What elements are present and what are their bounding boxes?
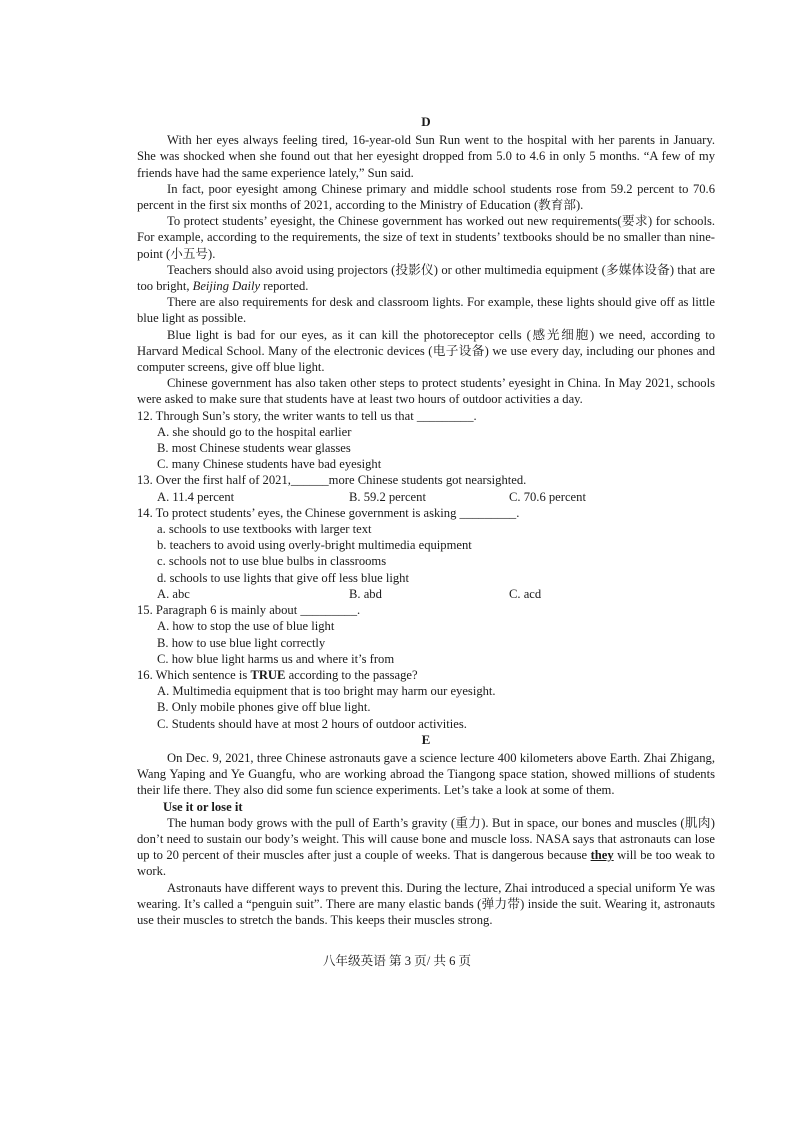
statement-a: a. schools to use textbooks with larger text [157, 522, 372, 537]
section-d-paragraph: With her eyes always feeling tired, 16-year-old Sun Run went to the hospital with her parents in January. She was shocked when she found out that her eyesight dropped from 5.0 to 4.6 in only 5 months. “A few of my friends have had the same experience lately,” Sun said. [137, 133, 715, 180]
text-span: according to the passage? [285, 667, 418, 682]
newspaper-name: Beijing Daily [192, 279, 261, 294]
text-span: will be too weak to work. [137, 848, 715, 879]
section-d-paragraph: There are also requirements for desk and classroom lights. For example, these lights should give off as little blue light as possible. [137, 295, 715, 326]
question-stem: 14. To protect students’ eyes, the Chinese government is asking _________. [137, 505, 520, 520]
question-stem: 15. Paragraph 6 is mainly about _________. [137, 603, 361, 618]
statement-b: b. teachers to avoid using overly-bright multimedia equipment [157, 538, 472, 553]
text-span: reported. [260, 279, 309, 294]
option-c[interactable]: C. many Chinese students have bad eyesight [157, 457, 382, 472]
section-subheading: Use it or lose it [163, 799, 243, 814]
question-16 [137, 667, 715, 732]
section-e-paragraph: Astronauts have different ways to prevent this. During the lecture, Zhai introduced a special uniform Ye was wearing. It’s called a “penguin suit”. There are many elastic bands (弹力带) inside the suit. Wearing it, astronauts use their muscles to stretch the bands. This keeps their muscles strong. [137, 880, 715, 927]
section-e-paragraph: On Dec. 9, 2021, three Chinese astronauts gave a science lecture 400 kilometers above Earth. Zhai Zhigang, Wang Yaping and Ye Guangfu, who are working abroad the Tiangong space station, showed millions of students their life there. They also did some fun science experiments. Let’s take a look at some of them. [137, 750, 715, 798]
options-row [137, 489, 715, 505]
option-a[interactable]: A. Multimedia equipment that is too bright may harm our eyesight. [157, 684, 496, 699]
underlined-word: they [590, 848, 614, 863]
text-span: Teachers should also avoid using projectors (投影仪) or other multimedia equipment (多媒体设备) that are too bright, [137, 262, 715, 294]
option-b[interactable]: B. how to use blue light correctly [157, 635, 326, 650]
statement-d: d. schools to use lights that give off less blue light [157, 570, 409, 585]
options-row [137, 586, 715, 602]
question-12 [137, 408, 715, 473]
option-c[interactable]: C. how blue light harms us and where it’s from [157, 651, 395, 666]
section-e-title: E [421, 731, 431, 747]
option-a[interactable]: A. how to stop the use of blue light [157, 619, 335, 634]
option-b[interactable]: B. 59.2 percent [349, 489, 426, 504]
page-footer: 八年级英语 第 3 页/ 共 6 页 [322, 954, 472, 968]
emphasis-true: TRUE [250, 667, 286, 682]
section-e-paragraph [137, 815, 715, 880]
question-stem [137, 667, 715, 683]
option-b[interactable]: B. abd [349, 586, 382, 601]
option-a[interactable]: A. 11.4 percent [157, 489, 235, 504]
option-b[interactable]: B. most Chinese students wear glasses [157, 441, 351, 456]
option-c[interactable]: C. acd [509, 586, 542, 601]
section-d-paragraph: Chinese government has also taken other steps to protect students’ eyesight in China. In May 2021, schools were asked to make sure that students have at least two hours of outdoor activities a day. [137, 376, 715, 407]
option-c[interactable]: C. Students should have at most 2 hours of outdoor activities. [157, 716, 467, 731]
option-a[interactable]: A. she should go to the hospital earlier [157, 424, 352, 439]
section-d-paragraph: In fact, poor eyesight among Chinese primary and middle school students rose from 59.2 percent to 70.6 percent in the first six months of 2021, according to the Ministry of Education (教育部). [137, 181, 715, 213]
question-15 [137, 602, 715, 667]
section-d-paragraph [137, 262, 715, 294]
question-14 [137, 505, 715, 602]
question-13 [137, 472, 715, 504]
option-b[interactable]: B. Only mobile phones give off blue light. [157, 700, 371, 715]
option-a[interactable]: A. abc [157, 586, 190, 601]
question-stem: 13. Over the first half of 2021,______more Chinese students got nearsighted. [137, 473, 527, 488]
text-span: 16. Which sentence is [137, 667, 251, 682]
section-d-paragraph: Blue light is bad for our eyes, as it can kill the photoreceptor cells (感光细胞) we need, according to Harvard Medical School. Many of the electronic devices (电子设备) we use every day, including our phones and computer screens, give off blue light. [137, 327, 715, 375]
page-content [137, 114, 715, 928]
text-span: The human body grows with the pull of Earth’s gravity (重力). But in space, our bones and muscles (肌肉) don’t need to sustain our body’s weight. This will cause bone and muscle loss. NASA says that astronauts can lose up to 20 percent of their muscles after just a couple of weeks. That is dangerous because [137, 815, 715, 863]
section-d-paragraph: To protect students’ eyesight, the Chinese government has worked out new requirements(要求) for schools. For example, according to the requirements, the size of text in students’ textbooks should be no smaller than nine-point (小五号). [137, 214, 715, 261]
question-stem: 12. Through Sun’s story, the writer wants to tell us that _________. [137, 408, 477, 423]
statement-c: c. schools not to use blue bulbs in classrooms [157, 554, 387, 569]
section-d-title: D [421, 114, 431, 129]
option-c[interactable]: C. 70.6 percent [509, 489, 586, 504]
